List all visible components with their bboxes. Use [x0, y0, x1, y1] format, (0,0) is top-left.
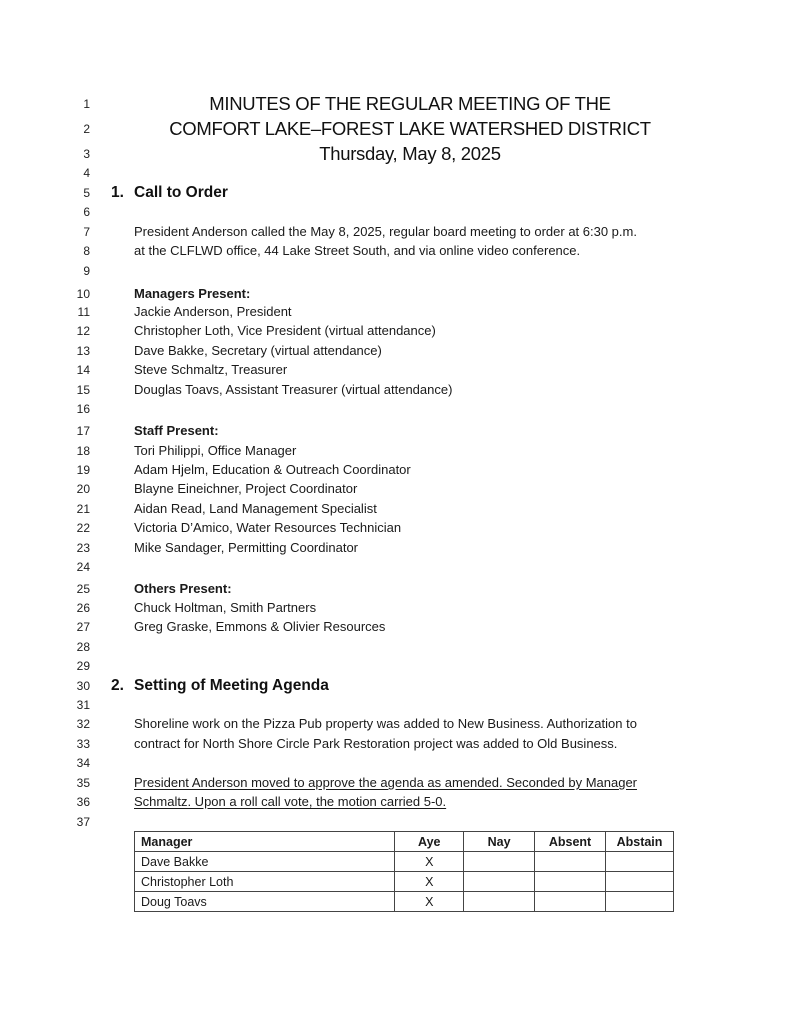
column-header-absent: Absent — [535, 832, 606, 852]
staff-item: Tori Philippi, Office Manager — [134, 443, 297, 458]
attendee-item: Douglas Toavs, Assistant Treasurer (virtual attendance) — [134, 382, 453, 397]
cell-absent — [535, 872, 606, 892]
line-number: 17 — [76, 424, 90, 438]
table-row — [135, 852, 674, 872]
line-number: 22 — [76, 521, 90, 535]
staff-item: Victoria D’Amico, Water Resources Technician — [134, 520, 402, 535]
line-number: 1 — [83, 97, 90, 111]
column-header-abstain: Abstain — [606, 832, 674, 852]
document-title-line-1: MINUTES OF THE REGULAR MEETING OF THE — [209, 93, 611, 114]
table-row — [135, 872, 674, 892]
cell-abstain — [606, 892, 674, 912]
line-number: 35 — [76, 776, 90, 790]
line-number: 34 — [76, 756, 90, 770]
table-row — [135, 892, 674, 912]
line-number: 2 — [83, 122, 90, 136]
paragraph-line: President Anderson called the May 8, 2025, regular board meeting to order at 6:30 p.m. — [134, 224, 637, 239]
motion-line: Schmaltz. Upon a roll call vote, the motion carried 5-0. — [134, 794, 447, 809]
line-number: 23 — [76, 541, 90, 555]
line-number: 31 — [76, 698, 90, 712]
cell-abstain — [606, 872, 674, 892]
line-number: 30 — [76, 679, 90, 693]
line-number: 15 — [76, 383, 90, 397]
line-number: 32 — [76, 717, 90, 731]
line-number: 37 — [76, 815, 90, 829]
line-number: 16 — [76, 402, 90, 416]
section-title: Setting of Meeting Agenda — [134, 677, 329, 694]
line-number: 12 — [76, 324, 90, 338]
document-title-line-2: COMFORT LAKE–FOREST LAKE WATERSHED DISTRICT — [169, 118, 651, 139]
staff-present-label: Staff Present: — [134, 423, 219, 438]
line-number: 26 — [76, 601, 90, 615]
line-number: 10 — [76, 287, 90, 301]
line-number: 9 — [83, 264, 90, 278]
paragraph-line: contract for North Shore Circle Park Restoration project was added to Old Business. — [134, 736, 618, 751]
line-number: 18 — [76, 444, 90, 458]
line-number: 13 — [76, 344, 90, 358]
cell-manager: Doug Toavs — [135, 892, 395, 912]
motion-line: President Anderson moved to approve the agenda as amended. Seconded by Manager — [134, 775, 638, 790]
cell-manager: Christopher Loth — [135, 872, 395, 892]
section-number: 2. — [111, 677, 124, 694]
cell-aye: X — [395, 892, 464, 912]
line-number: 27 — [76, 620, 90, 634]
managers-present-label: Managers Present: — [134, 286, 251, 301]
line-number: 20 — [76, 482, 90, 496]
document-date: Thursday, May 8, 2025 — [319, 143, 501, 164]
staff-item: Blayne Eineichner, Project Coordinator — [134, 481, 358, 496]
paragraph-line: Shoreline work on the Pizza Pub property was added to New Business. Authorization to — [134, 716, 637, 731]
cell-aye: X — [395, 872, 464, 892]
line-number: 29 — [76, 659, 90, 673]
line-number: 14 — [76, 363, 90, 377]
section-number: 1. — [111, 184, 124, 201]
section-title: Call to Order — [134, 184, 228, 201]
line-number: 25 — [76, 582, 90, 596]
line-number: 4 — [83, 166, 90, 180]
others-item: Greg Graske, Emmons & Olivier Resources — [134, 619, 386, 634]
cell-nay — [464, 892, 535, 912]
column-header-nay: Nay — [464, 832, 535, 852]
staff-item: Adam Hjelm, Education & Outreach Coordinator — [134, 462, 411, 477]
staff-item: Aidan Read, Land Management Specialist — [134, 501, 377, 516]
roll-call-vote-table — [134, 831, 674, 912]
cell-nay — [464, 852, 535, 872]
line-number: 36 — [76, 795, 90, 809]
line-number: 8 — [83, 244, 90, 258]
line-number: 3 — [83, 147, 90, 161]
others-present-label: Others Present: — [134, 581, 232, 596]
line-number: 28 — [76, 640, 90, 654]
line-number: 19 — [76, 463, 90, 477]
cell-absent — [535, 852, 606, 872]
cell-abstain — [606, 852, 674, 872]
column-header-aye: Aye — [395, 832, 464, 852]
line-number: 7 — [83, 225, 90, 239]
attendee-item: Jackie Anderson, President — [134, 304, 292, 319]
line-number: 21 — [76, 502, 90, 516]
cell-aye: X — [395, 852, 464, 872]
column-header-manager: Manager — [135, 832, 395, 852]
cell-manager: Dave Bakke — [135, 852, 395, 872]
line-number: 24 — [76, 560, 90, 574]
paragraph-line: at the CLFLWD office, 44 Lake Street South, and via online video conference. — [134, 243, 581, 258]
attendee-item: Christopher Loth, Vice President (virtual attendance) — [134, 323, 436, 338]
section-heading-setting-agenda — [111, 677, 329, 695]
section-heading-call-to-order — [111, 184, 228, 202]
line-number: 11 — [77, 305, 90, 319]
attendee-item: Steve Schmaltz, Treasurer — [134, 362, 288, 377]
cell-nay — [464, 872, 535, 892]
line-number: 33 — [76, 737, 90, 751]
line-number: 6 — [83, 205, 90, 219]
attendee-item: Dave Bakke, Secretary (virtual attendance) — [134, 343, 382, 358]
staff-item: Mike Sandager, Permitting Coordinator — [134, 540, 359, 555]
table-header-row — [135, 832, 674, 852]
others-item: Chuck Holtman, Smith Partners — [134, 600, 317, 615]
cell-absent — [535, 892, 606, 912]
line-number: 5 — [83, 186, 90, 200]
